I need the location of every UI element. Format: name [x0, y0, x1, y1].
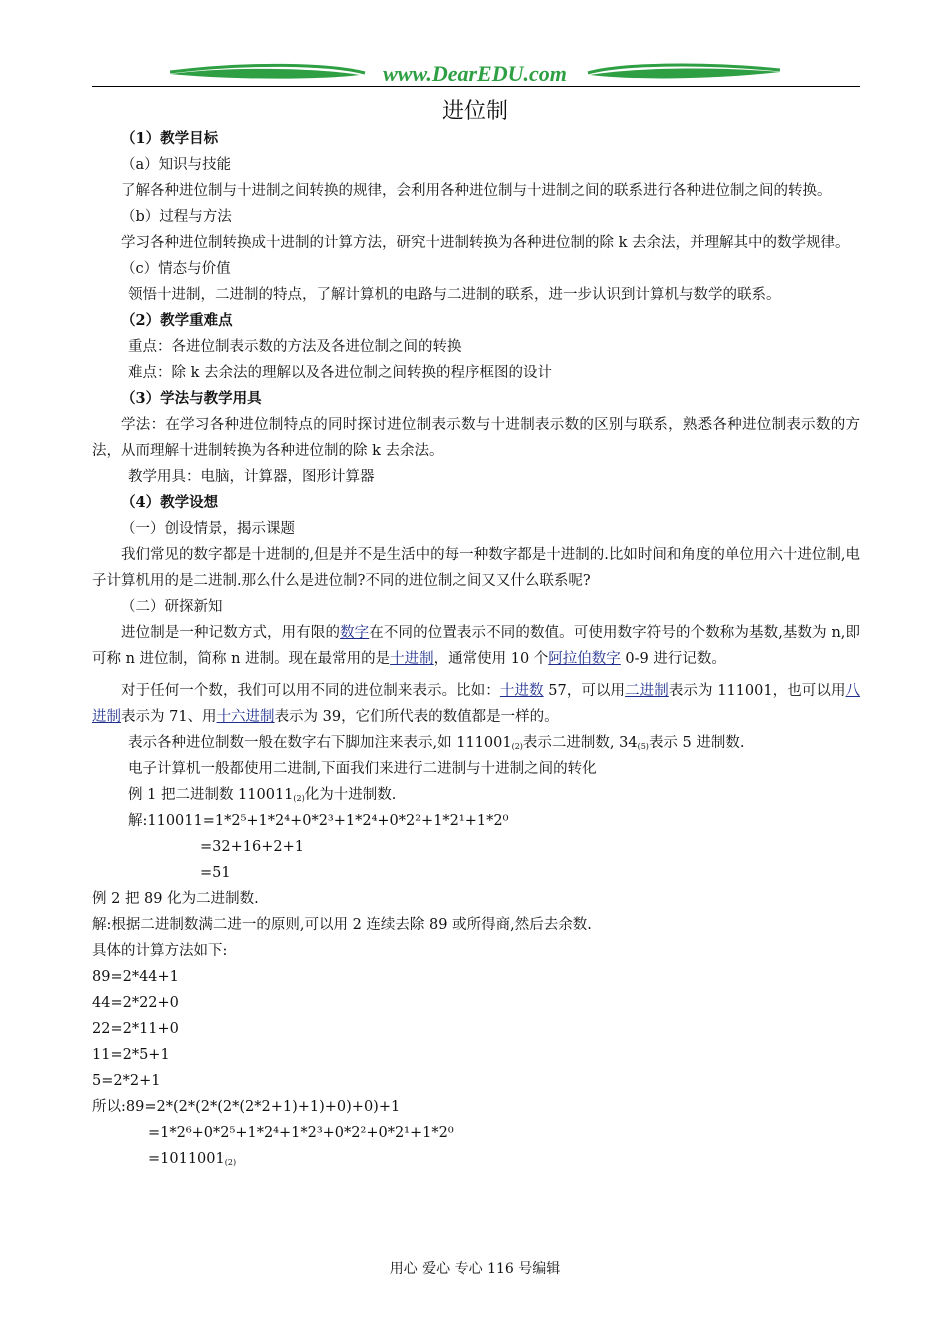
- site-name: www.DearEDU.com: [383, 61, 567, 86]
- solution-1-line-1: 解:110011=1*2⁵+1*2⁴+0*2³+1*2⁴+0*2²+1*2¹+1*2⁰: [128, 813, 509, 829]
- step-1: 89=2*44+1: [92, 969, 179, 985]
- link-digit[interactable]: 数字: [340, 625, 370, 641]
- part-one-heading: （一）创设情景，揭示课题: [121, 521, 295, 537]
- example-1: 例 1 把二进制数 $110011_{(2)}$化为十进制数.: [128, 787, 397, 803]
- paragraph-b: 学习各种进位制转换成十进制的计算方法，研究十进制转换为各种进位制的除 k 去余法，并理解其中的数学规律。: [121, 235, 850, 251]
- section-heading-3: （3）学法与教学用具: [121, 390, 262, 407]
- paragraph-radix-example: 对于任何一个数，我们可以用不同的进位制来表示。比如：十进数 57，可以用二进制表示为 111001，也可以用八进制表示为 71、用十六进制表示为 39，它们所代表的数值都是一样的。: [92, 683, 861, 725]
- key-point: 重点：各进位制表示数的方法及各进位制之间的转换: [128, 339, 462, 355]
- section-heading-2: （2）教学重难点: [121, 312, 233, 329]
- section-heading-4: （4）教学设想: [121, 494, 219, 511]
- result-line-2: =1*2⁶+0*2⁵+1*2⁴+1*2³+0*2²+0*2¹+1*2⁰: [148, 1125, 454, 1141]
- link-octal[interactable]: 八进制: [92, 683, 861, 725]
- link-hexadecimal[interactable]: 十六进制: [216, 709, 275, 725]
- document-title: 进位制: [441, 99, 508, 124]
- result-line-1: 所以:89=2*(2*(2*(2*(2*2+1)+1)+0)+0)+1: [92, 1099, 401, 1115]
- link-decimal-number[interactable]: 十进数: [499, 683, 544, 699]
- link-decimal[interactable]: 十进制: [390, 651, 434, 667]
- link-arabic-numerals[interactable]: 阿拉伯数字: [548, 651, 621, 667]
- step-3: 22=2*11+0: [92, 1021, 179, 1037]
- teaching-tools: 教学用具：电脑，计算器，图形计算器: [128, 469, 375, 485]
- solution-1-line-3: =51: [200, 865, 231, 881]
- step-4: 11=2*5+1: [92, 1047, 170, 1063]
- subheading-c: （c）情态与价值: [121, 261, 231, 277]
- link-binary[interactable]: 二进制: [625, 683, 669, 699]
- step-5: 5=2*2+1: [92, 1073, 161, 1089]
- paragraph-notation: 表示各种进位制数一般在数字右下脚加注来表示,如 $111001_{(2)}$表示二进制数, $34_{(5)}$表示 5 进制数.: [128, 735, 745, 751]
- page-footer: 用心 爱心 专心 116 号编辑: [389, 1261, 561, 1277]
- paragraph-c: 领悟十进制，二进制的特点，了解计算机的电路与二进制的联系，进一步认识到计算机与数学的联系。: [128, 287, 781, 303]
- solution-2-line-2: 具体的计算方法如下:: [92, 943, 228, 959]
- hard-point: 难点：除 k 去余法的理解以及各进位制之间转换的程序框图的设计: [128, 365, 553, 381]
- part-one-text: 我们常见的数字都是十进制的,但是并不是生活中的每一种数字都是十进制的.比如时间和角度的单位用六十进位制,电子计算机用的是二进制.那么什么是进位制?不同的进位制之间又又什么联系呢?: [92, 547, 860, 589]
- step-2: 44=2*22+0: [92, 995, 179, 1011]
- learning-method: 学法：在学习各种进位制特点的同时探讨进位制表示数与十进制表示数的区别与联系，熟悉各种进位制表示数的方法，从而理解十进制转换为各种进位制的除 k 去余法。: [92, 417, 860, 459]
- part-two-heading: （二）研探新知: [121, 599, 223, 615]
- subheading-a: （a）知识与技能: [121, 157, 232, 173]
- subheading-b: （b）过程与方法: [121, 209, 232, 225]
- solution-1-line-2: =32+16+2+1: [200, 839, 304, 855]
- paragraph-intro-conversion: 电子计算机一般都使用二进制,下面我们来进行二进制与十进制之间的转化: [128, 761, 597, 777]
- section-heading-1: （1）教学目标: [121, 130, 219, 147]
- example-2: 例 2 把 89 化为二进制数.: [92, 891, 259, 907]
- paragraph-a: 了解各种进位制与十进制之间转换的规律，会利用各种进位制与十进制之间的联系进行各种进位制之间的转换。: [121, 183, 832, 199]
- header-divider: [92, 86, 860, 87]
- solution-2-line-1: 解:根据二进制数满二进一的原则,可以用 2 连续去除 89 或所得商,然后去余数.: [92, 917, 592, 933]
- result-line-3: $=1011001_{(2)}$: [148, 1151, 237, 1167]
- paragraph-radix-definition: 进位制是一种记数方式，用有限的数字在不同的位置表示不同的数值。可使用数字符号的个数称为基数,基数为 n,即可称 n 进位制，简称 n 进制。现在最常用的是十进制，通常使用 10 个阿拉伯数字 0-9 进行记数。: [92, 625, 861, 667]
- document-body: [92, 126, 860, 1172]
